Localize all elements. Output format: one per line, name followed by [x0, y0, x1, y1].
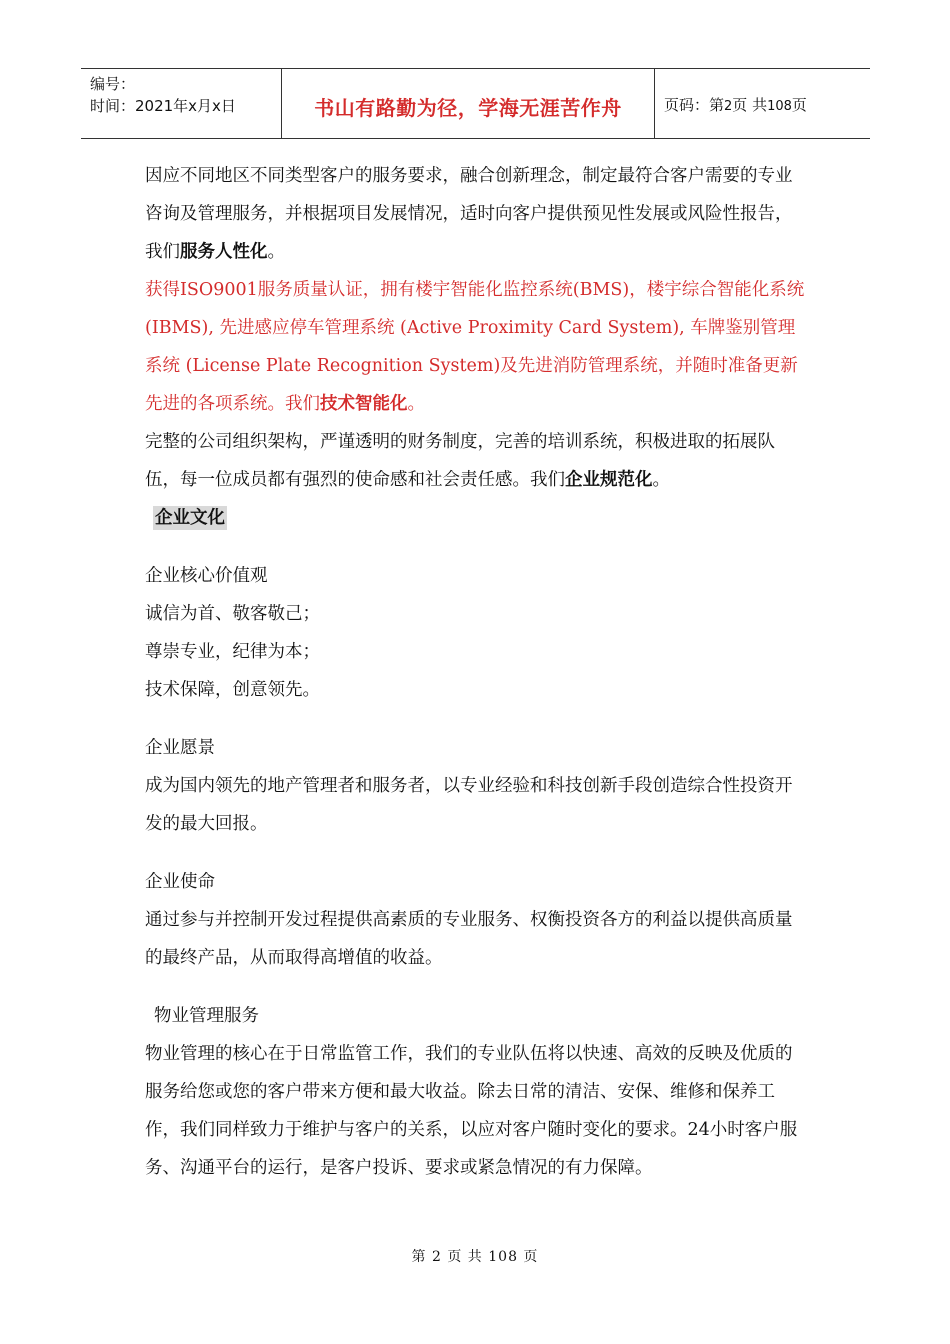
page-prefix: 页码：第 [664, 96, 725, 114]
section-heading-culture [145, 499, 805, 537]
paragraph-standardized [145, 423, 805, 499]
page-suffix: 页 [791, 96, 807, 114]
header-time-label: 时间：2021年x月x日 [90, 97, 236, 115]
page-mid: 页 共 [732, 96, 768, 114]
bold-service-humanized: 服务人性化 [180, 242, 268, 262]
spacer [145, 843, 805, 863]
mission-title: 企业使命 [145, 872, 215, 892]
core-value-item: 尊崇专业，纪律为本； [145, 642, 320, 662]
page-total: 108 [767, 99, 792, 114]
page-footer: 第 2 页 共 108 页 [411, 1249, 539, 1265]
core-value-item: 技术保障，创意领先。 [145, 680, 320, 700]
paragraph-text: 因应不同地区不同类型客户的服务要求，融合创新理念，制定最符合客户需要的专业咨询及管理服务，并根据项目发展情况，适时向客户提供预见性发展或风险性报告，我们 [145, 166, 793, 262]
mission-text: 通过参与并控制开发过程提供高素质的专业服务、权衡投资各方的利益以提供高质量的最终产品，从而取得高增值的收益。 [145, 910, 793, 968]
header-motto-cell [282, 69, 655, 138]
bold-technology-intelligent: 技术智能化 [320, 394, 408, 414]
spacer [145, 977, 805, 997]
paragraph-service [145, 157, 805, 271]
page-header [81, 68, 870, 139]
spacer [145, 709, 805, 729]
core-values-title: 企业核心价值观 [145, 566, 268, 586]
vision-text: 成为国内领先的地产管理者和服务者，以专业经验和科技创新手段创造综合性投资开发的最大回报。 [145, 776, 793, 834]
header-meta-cell [81, 69, 282, 138]
vision-title: 企业愿景 [145, 738, 215, 758]
page-num: 2 [724, 99, 733, 114]
paragraph-technology [145, 271, 805, 423]
service-title: 物业管理服务 [154, 1006, 259, 1026]
paragraph-end: 。 [267, 242, 285, 262]
paragraph-end: 。 [652, 470, 670, 490]
bold-enterprise-standardized: 企业规范化 [565, 470, 653, 490]
paragraph-text: 完整的公司组织架构，严谨透明的财务制度，完善的培训系统，积极进取的拓展队伍，每一位成员都有强烈的使命感和社会责任感。我们 [145, 432, 775, 490]
service-text: 物业管理的核心在于日常监管工作，我们的专业队伍将以快速、高效的反映及优质的服务给您或您的客户带来方便和最大收益。除去日常的清洁、安保、维修和保养工作，我们同样致力于维护与客户的关系，以应对客户随时变化的要求。24小时客户服务、沟通平台的运行，是客户投诉、要求或紧急情况的有力保障。 [145, 1044, 798, 1178]
header-motto: 书山有路勤为径，学海无涯苦作舟 [314, 96, 622, 120]
header-page-cell [655, 69, 870, 138]
core-value-item: 诚信为首、敬客敬己； [145, 604, 320, 624]
header-code-label: 编号： [90, 75, 136, 93]
paragraph-text: 获得ISO9001服务质量认证，拥有楼宇智能化监控系统(BMS)，楼宇综合智能化系统 (IBMS), 先进感应停车管理系统 (Active Proximity Card System), 车牌鉴别管理系统 (License Plate Recognition System)及先进消防管理系统，并随时准备更新先进的各项系统。我们 [145, 280, 805, 414]
spacer [145, 537, 805, 557]
section-culture-label: 企业文化 [155, 508, 225, 528]
paragraph-end: 。 [407, 394, 425, 414]
header-page-number [664, 94, 807, 115]
document-body [145, 157, 805, 1187]
